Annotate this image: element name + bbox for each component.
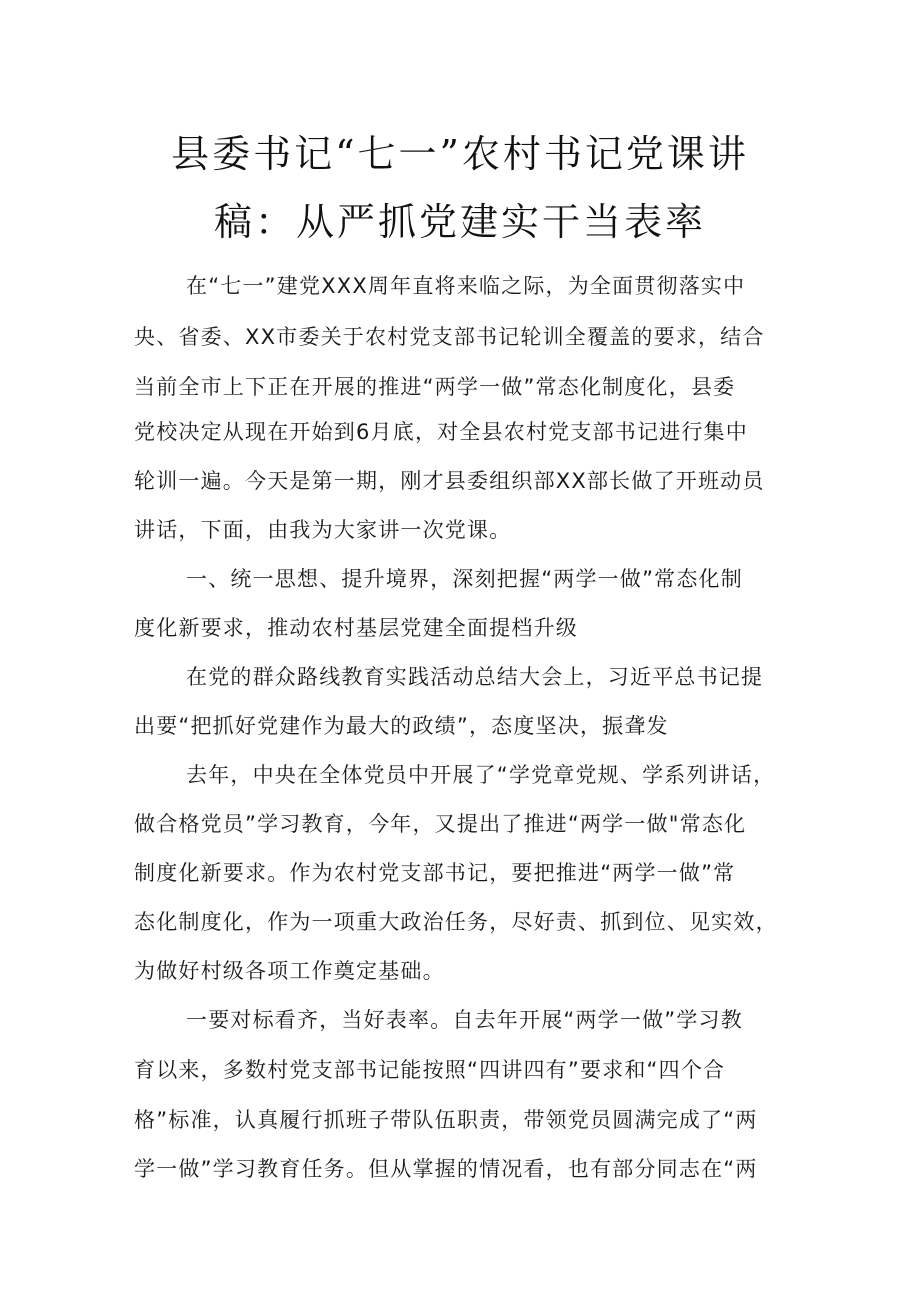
- paragraph-1-line-4: 党校决定从现在开始到6月底，对全县农村党支部书记进行集中: [134, 420, 748, 444]
- section-heading-line-2: 度化新要求，推动农村基层党建全面提档升级: [134, 616, 578, 640]
- document-title-line-2: 稿：从严抓党建实干当表率: [213, 200, 706, 244]
- paragraph-1-line-1: 在“七一”建党XXX周年直将来临之际，为全面贯彻落实中: [186, 274, 746, 298]
- paragraph-4-line-4: 态化制度化，作为一项重大政治任务，尽好责、抓到位、见实效，: [134, 910, 778, 934]
- paragraph-3-line-1: 在党的群众路线教育实践活动总结大会上，习近平总书记提: [186, 665, 764, 689]
- paragraph-3-line-2: 出要“把抓好党建作为最大的政绩”，态度坚决，振聋发: [134, 714, 669, 738]
- paragraph-5-line-3: 格”标准，认真履行抓班子带队伍职责，带领党员圆满完成了“两: [134, 1108, 758, 1132]
- paragraph-5-line-1: 一要对标看齐，当好表率。自去年开展“两学一做”学习教: [186, 1008, 743, 1032]
- paragraph-1-line-3: 当前全市上下正在开展的推进“两学一做”常态化制度化，县委: [134, 375, 736, 399]
- paragraph-5-line-4: 学一做”学习教育任务。但从掌握的情况看，也有部分同志在“两: [134, 1157, 758, 1181]
- paragraph-1-line-6: 讲话，下面，由我为大家讲一次党课。: [134, 518, 512, 542]
- paragraph-4-line-3: 制度化新要求。作为农村党支部书记，要把推进“两学一做”常: [134, 861, 736, 885]
- paragraph-1-line-5: 轮训一遍。今天是第一期，刚才县委组织部XX部长做了开班动员: [134, 469, 765, 493]
- paragraph-4-line-5: 为做好村级各项工作奠定基础。: [134, 959, 445, 983]
- paragraph-4-line-2: 做合格党员”学习教育，今年，又提出了推进“两学一做"常态化: [134, 812, 747, 836]
- document-title-line-1: 县委书记“七一”农村书记党课讲: [171, 132, 749, 176]
- paragraph-1-line-2: 央、省委、XX市委关于农村党支部书记轮训全覆盖的要求，结合: [134, 325, 765, 349]
- paragraph-4-line-1: 去年，中央在全体党员中开展了“学党章党规、学系列讲话，: [186, 763, 776, 787]
- section-heading-line-1: 一、统一思想、提升境界，深刻把握“两学一做”常态化制: [186, 567, 743, 591]
- paragraph-5-line-2: 育以来，多数村党支部书记能按照“四讲四有”要求和“四个合: [134, 1058, 726, 1082]
